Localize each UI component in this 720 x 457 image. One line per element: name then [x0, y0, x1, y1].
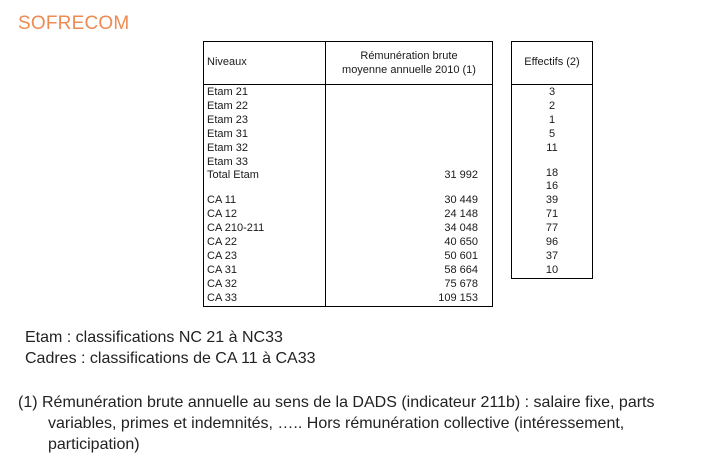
cell-remuneration [326, 128, 493, 142]
cell-niveau: CA 31 [204, 264, 326, 278]
table-row [204, 250, 493, 264]
table-row [204, 142, 493, 156]
footnote-line3: participation) [48, 436, 140, 453]
effectifs-row [512, 250, 593, 264]
effectifs-row [512, 86, 593, 100]
cell-niveau: Etam 32 [204, 142, 326, 156]
cell-remuneration: 34 048 [326, 222, 493, 236]
effectifs-row [512, 114, 593, 128]
cell-effectifs: 71 [512, 208, 593, 222]
cell-effectifs: 16 [512, 180, 593, 194]
note-etam: Etam : classifications NC 21 à NC33 [25, 329, 283, 346]
group-spacer [512, 156, 593, 167]
cell-effectifs: 10 [512, 264, 593, 278]
cell-effectifs: 2 [512, 100, 593, 114]
effectifs-row [512, 222, 593, 236]
cell-remuneration: 40 650 [326, 236, 493, 250]
cell-effectifs: 96 [512, 236, 593, 250]
cell-niveau: CA 210-211 [204, 222, 326, 236]
cell-niveau: Etam 23 [204, 114, 326, 128]
table-row [204, 278, 493, 292]
table-body [204, 85, 493, 307]
effectifs-row [512, 167, 593, 181]
footnote [18, 392, 718, 455]
remuneration-table [203, 41, 493, 307]
cell-remuneration [326, 156, 493, 170]
header-effectifs: Effectifs (2) [512, 42, 593, 85]
cell-niveau: Etam 22 [204, 100, 326, 114]
cell-niveau: CA 23 [204, 250, 326, 264]
effectifs-row [512, 142, 593, 156]
effectifs-row [512, 128, 593, 142]
cell-effectifs: 5 [512, 128, 593, 142]
cell-effectifs: 1 [512, 114, 593, 128]
classification-notes [25, 327, 316, 369]
header-remuneration [326, 42, 493, 85]
cell-remuneration [326, 114, 493, 128]
cell-remuneration: 109 153 [326, 292, 493, 306]
header-niveaux: Niveaux [204, 42, 326, 85]
cell-remuneration: 30 449 [326, 194, 493, 208]
cell-niveau: CA 11 [204, 194, 326, 208]
cell-effectifs: 77 [512, 222, 593, 236]
table-row [204, 169, 493, 183]
cell-effectifs: 3 [512, 86, 593, 100]
footnote-line2: variables, primes et indemnités, ….. Hors rémunération collective (intéressement, [48, 415, 625, 432]
table-row [204, 85, 493, 100]
effectifs-table [511, 41, 593, 279]
cell-remuneration: 75 678 [326, 278, 493, 292]
cell-niveau: CA 12 [204, 208, 326, 222]
cell-effectifs: 39 [512, 194, 593, 208]
footnote-line1: (1) Rémunération brute annuelle au sens de la DADS (indicateur 211b) : salaire fixe, parts [18, 394, 655, 411]
cell-niveau: Total Etam [204, 169, 326, 183]
table-header-row [204, 42, 493, 85]
table-row [204, 114, 493, 128]
company-logo-text: SOFRECOM [18, 13, 130, 34]
cell-effectifs: 11 [512, 142, 593, 156]
effectifs-row [512, 194, 593, 208]
effectifs-row [512, 236, 593, 250]
effectifs-body [512, 85, 593, 279]
cell-niveau: Etam 21 [204, 85, 326, 100]
cell-niveau: CA 32 [204, 278, 326, 292]
table-row [204, 194, 493, 208]
cell-niveau: Etam 33 [204, 156, 326, 170]
cell-niveau: CA 33 [204, 292, 326, 306]
note-cadres: Cadres : classifications de CA 11 à CA33 [25, 350, 316, 367]
cell-effectifs: 18 [512, 167, 593, 181]
table-row [204, 264, 493, 278]
effectifs-row [512, 264, 593, 278]
cell-remuneration [326, 100, 493, 114]
table-row [204, 292, 493, 306]
table-row [204, 156, 493, 170]
header-remuneration-line1: Rémunération brute [360, 50, 458, 62]
cell-remuneration: 58 664 [326, 264, 493, 278]
cell-remuneration: 31 992 [326, 169, 493, 183]
cell-effectifs: 37 [512, 250, 593, 264]
cell-remuneration [326, 85, 493, 100]
effectifs-row [512, 180, 593, 194]
effectifs-row [512, 208, 593, 222]
table-row [204, 222, 493, 236]
cell-remuneration [326, 142, 493, 156]
table-row [204, 236, 493, 250]
header-remuneration-line2: moyenne annuelle 2010 (1) [342, 64, 476, 76]
table-row [204, 128, 493, 142]
cell-niveau: Etam 31 [204, 128, 326, 142]
effectifs-row [512, 100, 593, 114]
group-spacer [204, 183, 493, 194]
cell-remuneration: 50 601 [326, 250, 493, 264]
cell-niveau: CA 22 [204, 236, 326, 250]
table-row [204, 208, 493, 222]
effectifs-header-row [512, 42, 593, 85]
table-row [204, 100, 493, 114]
cell-remuneration: 24 148 [326, 208, 493, 222]
